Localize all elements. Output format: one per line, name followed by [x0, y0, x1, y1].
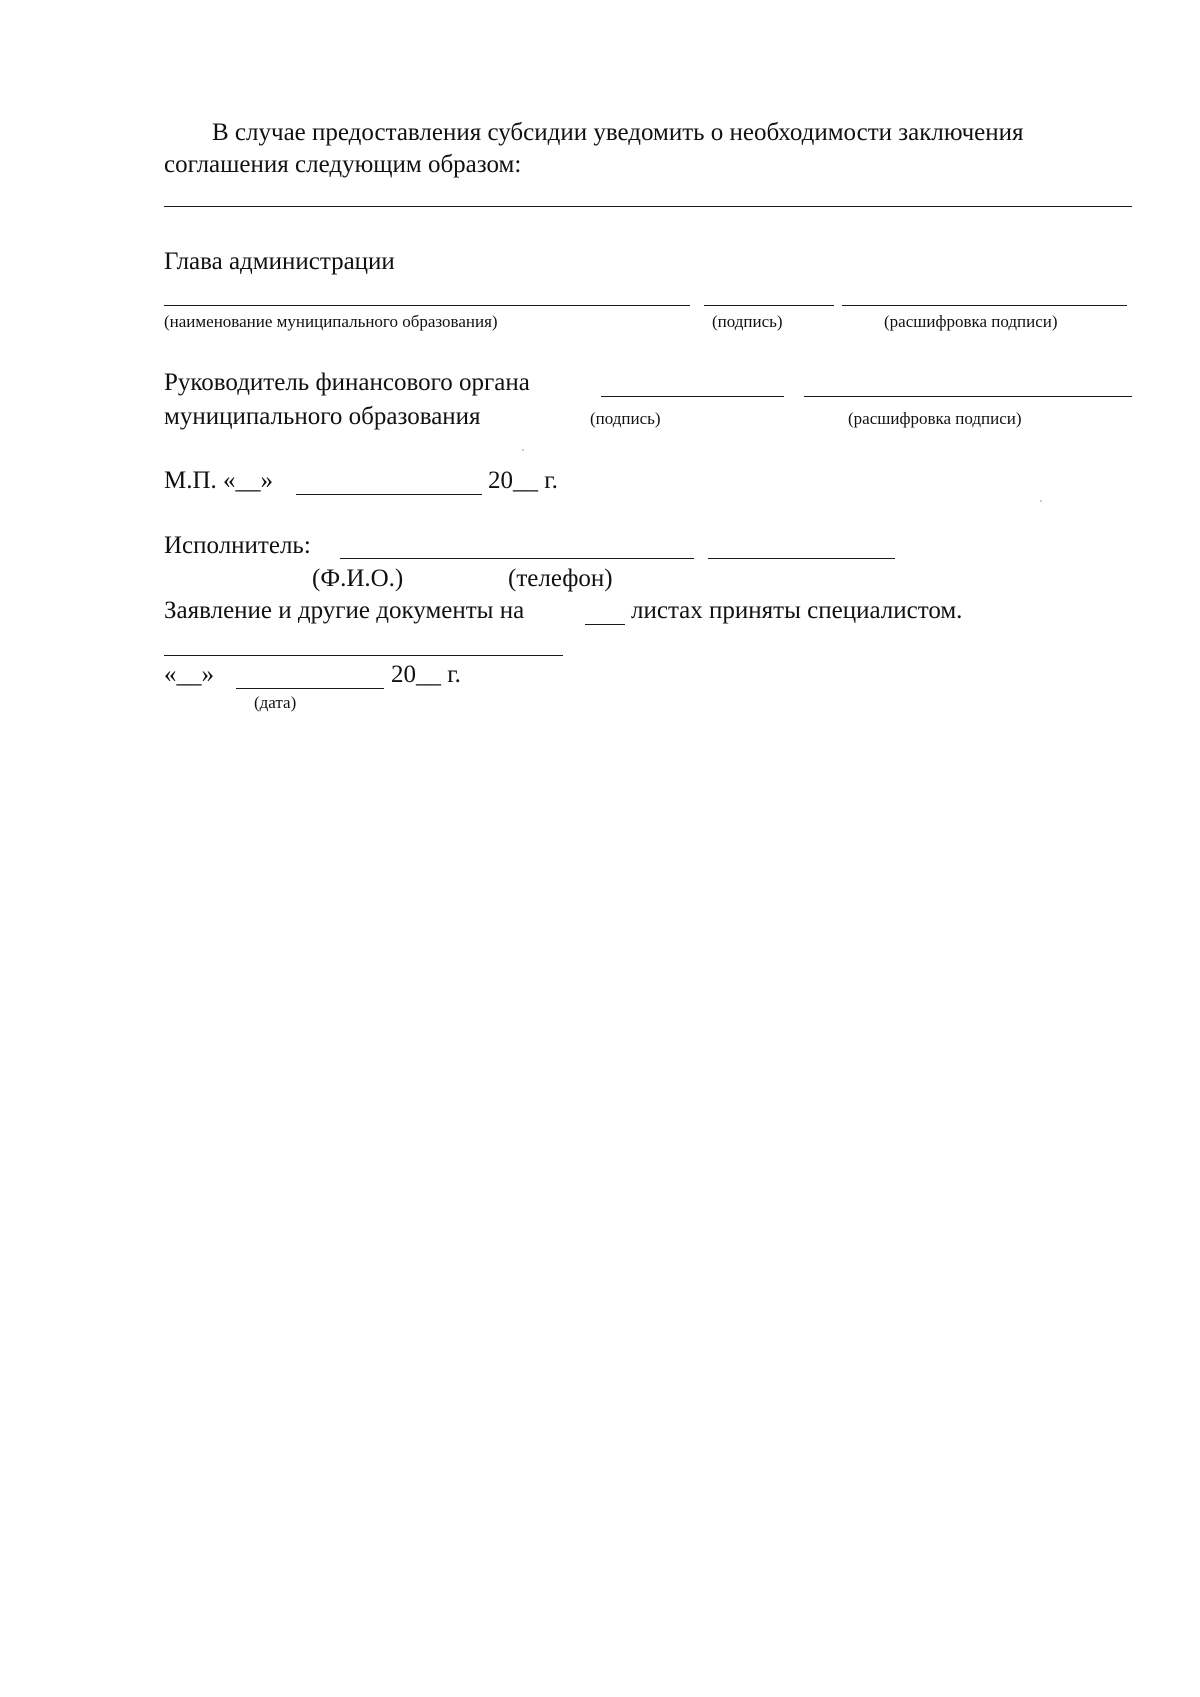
intro-line-1: В случае предоставления субсидии уведомить о необходимости заключения [212, 119, 1024, 146]
executor-name-line [340, 558, 694, 559]
head-decoding-caption: (расшифровка подписи) [884, 312, 1058, 331]
head-of-administration-label: Глава администрации [164, 248, 395, 275]
seal-date-prefix: М.П. «__» [164, 467, 274, 494]
executor-name-caption: (Ф.И.О.) [312, 565, 404, 592]
sheet-count-line [585, 624, 625, 625]
date-prefix: «__» [164, 661, 214, 688]
head-signature-line [704, 305, 834, 306]
finance-decoding-line [804, 396, 1132, 397]
executor-label: Исполнитель: [164, 532, 311, 559]
head-signature-caption: (подпись) [712, 312, 783, 331]
specialist-signature-line [164, 655, 563, 656]
seal-date-month-line [296, 494, 482, 495]
finance-head-label-line-1: Руководитель финансового органа [164, 369, 530, 396]
municipality-name-caption: (наименование муниципального образования) [164, 312, 498, 331]
date-caption: (дата) [254, 693, 297, 712]
executor-phone-line [708, 558, 895, 559]
executor-phone-caption: (телефон) [508, 565, 613, 592]
head-decoding-line [842, 305, 1127, 306]
municipality-name-line [164, 305, 690, 306]
acceptance-text-suffix: листах приняты специалистом. [631, 597, 963, 624]
intro-line-2: соглашения следующим образом: [164, 151, 522, 178]
finance-head-label-line-2: муниципального образования [164, 403, 481, 430]
scan-speck [1040, 500, 1042, 502]
notification-method-line [164, 206, 1132, 207]
date-year: 20__ г. [391, 661, 461, 688]
finance-signature-caption: (подпись) [590, 409, 661, 428]
finance-signature-line [601, 396, 784, 397]
scan-speck [522, 449, 524, 451]
acceptance-text-prefix: Заявление и другие документы на [164, 597, 525, 624]
seal-date-year: 20__ г. [488, 467, 558, 494]
finance-decoding-caption: (расшифровка подписи) [848, 409, 1022, 428]
date-month-line [236, 688, 384, 689]
